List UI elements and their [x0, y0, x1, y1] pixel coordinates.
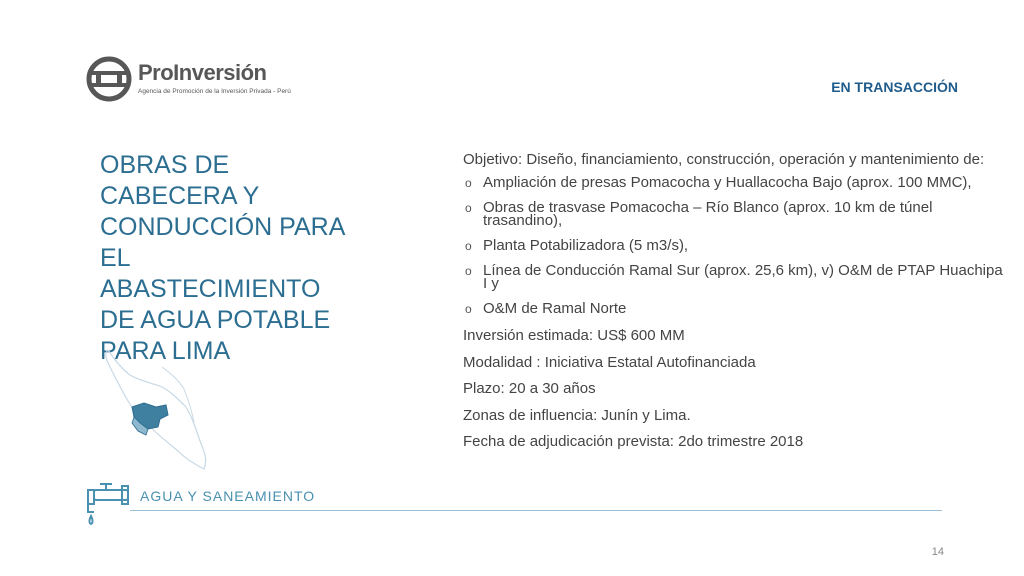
facts-list	[463, 327, 1008, 451]
water-faucet-icon	[78, 480, 134, 528]
status-badge: EN TRANSACCIÓN	[831, 79, 958, 95]
list-item: o Planta Potabilizadora (5 m3/s),	[465, 237, 689, 254]
peru-map-icon	[100, 345, 215, 475]
brand-tagline: Agencia de Promoción de la Inversión Privada - Perú	[138, 88, 291, 95]
sector-label: AGUA Y SANEAMIENTO	[140, 488, 316, 504]
bullet-marker: o	[465, 201, 472, 215]
brand-name: ProInversión	[138, 60, 267, 85]
title-line: CABECERA Y	[100, 182, 260, 210]
title-line: DE AGUA POTABLE	[100, 306, 331, 334]
proinversion-logo-icon	[86, 56, 132, 102]
scope-list	[463, 176, 1008, 315]
title-line: OBRAS DE	[100, 151, 230, 179]
term-text: Plazo: 20 a 30 años	[463, 380, 596, 397]
title-line: ABASTECIMIENTO	[100, 275, 321, 303]
list-item: o O&M de Ramal Norte	[465, 300, 627, 317]
bullet-marker: o	[465, 239, 472, 253]
bullet-marker: o	[465, 302, 472, 316]
title-line: CONDUCCIÓN PARA	[100, 213, 346, 241]
project-title	[100, 150, 380, 367]
list-item: o Ampliación de presas Pomacocha y Huallacocha Bajo (aprox. 100 MMC),	[465, 174, 972, 191]
zones-text: Zonas de influencia: Junín y Lima.	[463, 406, 691, 424]
investment-text: Inversión estimada: US$ 600 MM	[463, 327, 685, 344]
list-item: o Línea de Conducción Ramal Sur (aprox. 25,6 km), v) O&M de PTAP Huachipa I y	[465, 262, 1003, 292]
title-line: EL	[100, 244, 131, 272]
sector-label-group	[78, 480, 338, 530]
bullet-marker: o	[465, 176, 472, 190]
project-details	[463, 150, 1008, 460]
bullet-marker: o	[465, 264, 472, 278]
objective-text: Objetivo: Diseño, financiamiento, construcción, operación y mantenimiento de:	[463, 151, 985, 168]
divider	[130, 510, 942, 511]
page-number: 14	[931, 546, 944, 558]
modality-text: Modalidad : Iniciativa Estatal Autofinanciada	[463, 353, 756, 371]
list-item: o Obras de trasvase Pomacocha – Río Blanco (aprox. 10 km de túnel trasandino),	[465, 199, 933, 229]
title-line: PARA LIMA	[100, 337, 231, 365]
award-date-text: Fecha de adjudicación prevista: 2do trimestre 2018	[463, 433, 804, 450]
proinversion-logo	[86, 56, 326, 106]
